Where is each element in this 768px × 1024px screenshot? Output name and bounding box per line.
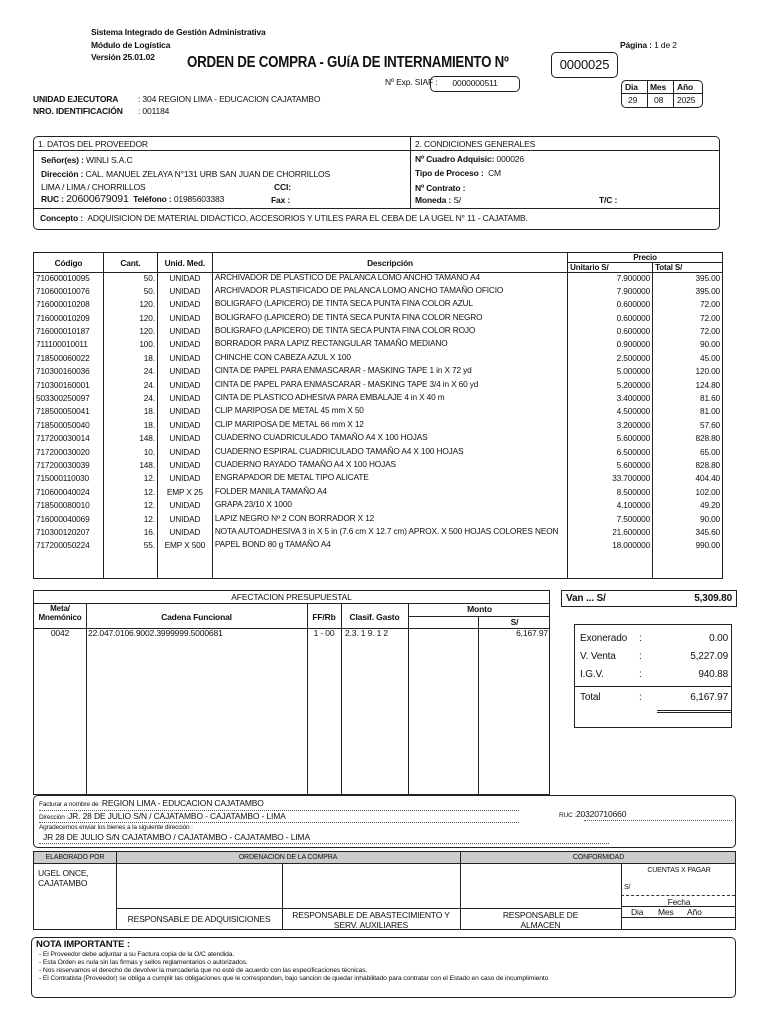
table-row	[34, 487, 723, 500]
supplier-phone: 01985603383	[173, 194, 225, 204]
col-soles: S/	[510, 617, 519, 627]
nota-line: - Nos reservamos el derecho de devolver la mercadería que no esté de acuerdo con las especificaciones técnicas.	[39, 967, 368, 974]
col-meta: Meta/ Mnemónico	[38, 604, 82, 622]
cell-desc: BOLIGRAFO (LAPICERO) DE TINTA SECA PUNTA FINA COLOR NEGRO	[212, 313, 567, 326]
items-table	[33, 252, 723, 579]
cell-unid: UNIDAD	[157, 380, 212, 393]
cell-codigo: 717200050224	[34, 540, 104, 553]
ruc-row: RUC : 20600679091 Teléfono : 01985603383	[41, 193, 225, 205]
table-row	[34, 473, 723, 486]
table-row	[34, 406, 723, 419]
cell-cant: 55.	[103, 540, 157, 553]
moneda-row: Moneda : S/	[415, 195, 462, 205]
cell-total: 81.60	[653, 393, 723, 406]
cell-unitario: 33.700000	[568, 473, 653, 486]
cell-desc: CINTA DE PAPEL PARA ENMASCARAR - MASKING TAPE 1 in X 72 yd	[212, 366, 567, 379]
col-monto: Monto	[467, 604, 492, 614]
module-name: Módulo de Logística	[91, 40, 171, 50]
cuadro-value: 000026	[496, 154, 524, 164]
facturar-ruc-row: RUC :20320710660	[559, 809, 627, 819]
cuadro-row: Nº Cuadro Adquisic: 000026	[415, 154, 524, 164]
cell-unid: EMP X 500	[157, 540, 212, 553]
table-row	[34, 460, 723, 473]
date-month: 08	[654, 95, 664, 105]
fecha-anio: Año	[687, 907, 702, 917]
supplier-location: LIMA / LIMA / CHORRILLOS	[41, 182, 146, 192]
tipo-row: Tipo de Proceso : CM	[415, 168, 501, 178]
cell-unid: UNIDAD	[157, 339, 212, 352]
cell-cant: 16.	[103, 527, 157, 540]
cell-total: 120.00	[653, 366, 723, 379]
cell-cant: 50.	[103, 286, 157, 299]
row-monto: 6,167.97	[516, 628, 548, 638]
unidad-label: UNIDAD EJECUTORA	[33, 94, 119, 104]
vventa-label: V. Venta	[580, 651, 616, 662]
cell-desc: BOLIGRAFO (LAPICERO) DE TINTA SECA PUNTA FINA COLOR ROJO	[212, 326, 567, 339]
cell-unid: UNIDAD	[157, 406, 212, 419]
cell-total: 124.80	[653, 380, 723, 393]
table-row	[34, 353, 723, 366]
row-cadena: 22.047.0106.9002.3999999.5000681	[88, 628, 223, 638]
supplier-name: WINLI S.A.C	[85, 155, 133, 165]
cell-unitario: 21.600000	[568, 527, 653, 540]
cell-unitario: 7.900000	[568, 286, 653, 299]
cell-cant: 120.	[103, 313, 157, 326]
cell-unitario: 0.600000	[568, 299, 653, 312]
senor-row: Señor(es) : WINLI S.A.C	[41, 155, 133, 165]
cell-codigo: 717200030039	[34, 460, 104, 473]
col-precio: Precio	[568, 253, 723, 263]
conformidad-header: CONFORMIDAD	[572, 854, 625, 861]
cell-codigo: 718500050041	[34, 406, 104, 419]
row-ffrb: 1 - 00	[313, 628, 335, 638]
envio-value: JR 28 DE JULIO S/N CAJATAMBO / CAJATAMBO - CAJATAMBO - LIMA	[43, 832, 310, 842]
supplier-address: CAL. MANUEL ZELAYA N°131 URB SAN JUAN DE CHORRILLOS	[85, 169, 331, 179]
nota-title: NOTA IMPORTANTE :	[36, 939, 130, 950]
cell-desc: CINTA DE PAPEL PARA ENMASCARAR - MASKING TAPE 3/4 in X 60 yd	[212, 380, 567, 393]
table-row	[34, 326, 723, 339]
table-row	[34, 273, 723, 286]
col-cadena: Cadena Funcional	[161, 612, 232, 622]
table-row	[34, 286, 723, 299]
cell-codigo: 710300120207	[34, 527, 104, 540]
fax-label: Fax :	[271, 195, 291, 205]
cell-total: 90.00	[653, 339, 723, 352]
cell-codigo: 716000010209	[34, 313, 104, 326]
row-clasif: 2.3. 1 9. 1 2	[345, 628, 388, 638]
col-cant: Cant.	[103, 253, 157, 273]
cell-total: 395.00	[653, 273, 723, 286]
cell-unid: UNIDAD	[157, 447, 212, 460]
nota-section	[31, 937, 736, 998]
cell-unid: UNIDAD	[157, 286, 212, 299]
total-label: Total	[580, 692, 601, 703]
cell-codigo: 717200030014	[34, 433, 104, 446]
van-value: 5,309.80	[694, 593, 732, 604]
fecha-label: Fecha	[667, 897, 691, 907]
cell-codigo: 718500080010	[34, 500, 104, 513]
tc-label: T/C :	[599, 195, 618, 205]
cell-total: 72.00	[653, 313, 723, 326]
cell-unitario: 3.400000	[568, 393, 653, 406]
cell-cant: 18.	[103, 406, 157, 419]
facturar-section	[33, 795, 736, 848]
cell-cant: 18.	[103, 353, 157, 366]
cell-total: 45.00	[653, 353, 723, 366]
cell-unid: UNIDAD	[157, 500, 212, 513]
ordenacion-header: ORDENACION DE LA COMPRA	[238, 854, 338, 861]
fecha-mes: Mes	[658, 907, 674, 917]
date-year: 2025	[677, 95, 696, 105]
cell-cant: 12.	[103, 487, 157, 500]
firmas-section	[33, 851, 736, 930]
cell-unid: UNIDAD	[157, 514, 212, 527]
cell-cant: 148.	[103, 460, 157, 473]
afectacion-section	[33, 590, 550, 795]
cell-codigo: 711100010011	[34, 339, 104, 352]
page-title: ORDEN DE COMPRA - GUíA DE INTERNAMIENTO Nº	[187, 54, 509, 71]
total-value: 6,167.97	[690, 692, 728, 703]
cell-unid: UNIDAD	[157, 527, 212, 540]
unidad-value: : 304 REGION LIMA - EDUCACION CAJATAMBO	[138, 94, 321, 104]
date-header-day: Dia	[625, 82, 638, 92]
table-row	[34, 299, 723, 312]
col-desc: Descripción	[212, 253, 567, 273]
cell-unitario: 0.900000	[568, 339, 653, 352]
cell-unitario: 4.500000	[568, 406, 653, 419]
cell-codigo: 718500060022	[34, 353, 104, 366]
abastecimiento-label: RESPONSABLE DE ABASTECIMIENTO Y SERV. AUXILIARES	[292, 910, 450, 930]
section-condiciones-title: 2. CONDICIONES GENERALES	[415, 139, 536, 149]
cell-total: 65.00	[653, 447, 723, 460]
cell-codigo: 710300160001	[34, 380, 104, 393]
cell-unid: UNIDAD	[157, 273, 212, 286]
cell-total: 990.00	[653, 540, 723, 553]
table-row	[34, 447, 723, 460]
cell-codigo: 716000010187	[34, 326, 104, 339]
nro-value: : 001184	[138, 106, 170, 116]
cell-desc: ARCHIVADOR PLASTIFICADO DE PALANCA LOMO ANCHO TAMAÑO OFICIO	[212, 286, 567, 299]
cell-unitario: 5.600000	[568, 460, 653, 473]
afectacion-title: AFECTACION PRESUPUESTAL	[231, 592, 352, 602]
facturar-direccion: JR. 28 DE JULIO S/N / CAJATAMBO - CAJATAMBO - LIMA	[68, 811, 286, 821]
cell-unitario: 18.000000	[568, 540, 653, 553]
cell-cant: 120.	[103, 299, 157, 312]
order-number: 0000025	[551, 52, 618, 78]
adquisiciones-label: RESPONSABLE DE ADQUISICIONES	[127, 914, 271, 924]
siaf-value: 0000000511	[430, 76, 520, 92]
cell-unitario: 6.500000	[568, 447, 653, 460]
elaborado-value: UGEL ONCE, CAJATAMBO	[38, 868, 89, 888]
cell-codigo: 717200030020	[34, 447, 104, 460]
totals-box	[574, 624, 732, 728]
cell-total: 72.00	[653, 299, 723, 312]
cell-desc: CUADERNO CUADRICULADO TAMAÑO A4 X 100 HOJAS	[212, 433, 567, 446]
facturar-value: REGION LIMA - EDUCACION CAJATAMBO	[101, 798, 264, 808]
cell-total: 102.00	[653, 487, 723, 500]
table-row	[34, 393, 723, 406]
cell-total: 72.00	[653, 326, 723, 339]
contrato-label: Nº Contrato :	[415, 183, 466, 193]
cell-unid: UNIDAD	[157, 433, 212, 446]
cell-codigo: 716000040069	[34, 514, 104, 527]
date-header-month: Mes	[650, 82, 667, 92]
van-box	[561, 590, 737, 607]
cell-total: 57.60	[653, 420, 723, 433]
cell-unitario: 8.500000	[568, 487, 653, 500]
van-label: Van ... S/	[566, 593, 606, 604]
cell-desc: CHINCHE CON CABEZA AZUL X 100	[212, 353, 567, 366]
exonerado-value: 0.00	[709, 633, 728, 644]
cell-cant: 120.	[103, 326, 157, 339]
elaborado-header: ELABORADO POR	[45, 854, 105, 861]
colon: :	[639, 651, 642, 662]
table-row	[34, 527, 723, 540]
cell-unitario: 5.600000	[568, 433, 653, 446]
almacen-label: RESPONSABLE DE ALMACEN	[502, 910, 579, 930]
cell-unitario: 5.000000	[568, 366, 653, 379]
cell-unid: UNIDAD	[157, 353, 212, 366]
igv-label: I.G.V.	[580, 669, 604, 680]
cell-unitario: 0.600000	[568, 326, 653, 339]
cell-unid: UNIDAD	[157, 313, 212, 326]
colon: :	[639, 692, 642, 703]
cell-codigo: 718500050040	[34, 420, 104, 433]
col-codigo: Código	[34, 253, 104, 273]
cell-cant: 148.	[103, 433, 157, 446]
facturar-dir-row: Dirección :JR. 28 DE JULIO S/N / CAJATAMBO - CAJATAMBO - LIMA	[39, 811, 286, 821]
cell-desc: CINTA DE PLASTICO ADHESIVA PARA EMBALAJE 4 in X 40 m	[212, 393, 567, 406]
row-meta: 0042	[50, 628, 70, 638]
cell-desc: BOLIGRAFO (LAPICERO) DE TINTA SECA PUNTA FINA COLOR AZUL	[212, 299, 567, 312]
cell-total: 81.00	[653, 406, 723, 419]
system-name: Sistema Integrado de Gestión Administrativa	[91, 27, 266, 37]
cell-desc: NOTA AUTOADHESIVA 3 in X 5 in (7.6 cm X 12.7 cm) APROX. X 500 HOJAS COLORES NEON	[212, 527, 567, 540]
cell-codigo: 710600010076	[34, 286, 104, 299]
table-row	[34, 500, 723, 513]
cell-unid: EMP X 25	[157, 487, 212, 500]
cell-desc: CUADERNO RAYADO TAMAÑO A4 X 100 HOJAS	[212, 460, 567, 473]
cell-unitario: 3.200000	[568, 420, 653, 433]
cell-desc: BORRADOR PARA LAPIZ RECTANGULAR TAMAÑO MEDIANO	[212, 339, 567, 352]
cell-total: 49.20	[653, 500, 723, 513]
cell-unitario: 4.100000	[568, 500, 653, 513]
igv-value: 940.88	[698, 669, 728, 680]
cell-unid: UNIDAD	[157, 299, 212, 312]
cell-unid: UNIDAD	[157, 460, 212, 473]
cell-total: 395.00	[653, 286, 723, 299]
moneda-value: S/	[453, 195, 462, 205]
direccion-row: Dirección : CAL. MANUEL ZELAYA N°131 URB SAN JUAN DE CHORRILLOS	[41, 169, 331, 179]
facturar-row: Facturar a nombre de :REGION LIMA - EDUCACION CAJATAMBO	[39, 798, 264, 808]
cell-total: 404.40	[653, 473, 723, 486]
section-proveedor-title: 1. DATOS DEL PROVEEDOR	[38, 139, 148, 149]
table-row	[34, 380, 723, 393]
cell-cant: 12.	[103, 473, 157, 486]
col-unid: Unid. Med.	[157, 253, 212, 273]
cell-unid: UNIDAD	[157, 326, 212, 339]
version: Versión 25.01.02	[91, 52, 155, 62]
cell-cant: 100.	[103, 339, 157, 352]
cell-cant: 12.	[103, 514, 157, 527]
cell-desc: ENGRAPADOR DE METAL TIPO ALICATE	[212, 473, 567, 486]
cuentas-label: CUENTAS X PAGAR	[647, 867, 711, 874]
cell-unid: UNIDAD	[157, 420, 212, 433]
cell-codigo: 716000010208	[34, 299, 104, 312]
cell-cant: 24.	[103, 380, 157, 393]
cell-cant: 24.	[103, 393, 157, 406]
cell-total: 90.00	[653, 514, 723, 527]
table-row	[34, 514, 723, 527]
col-clasif: Clasif. Gasto	[349, 612, 400, 622]
table-row	[34, 540, 723, 553]
cell-desc: LAPIZ NEGRO Nº 2 CON BORRADOR X 12	[212, 514, 567, 527]
table-row	[34, 339, 723, 352]
cuentas-soles: S/	[624, 884, 631, 891]
cell-desc: GRAPA 23/10 X 1000	[212, 500, 567, 513]
cell-unid: UNIDAD	[157, 366, 212, 379]
supplier-ruc: 20600679091	[66, 193, 129, 205]
envio-label: Agradecemos enviar los bienes a la siguiente dirección :	[39, 824, 193, 831]
cell-total: 828.80	[653, 433, 723, 446]
cell-desc: CUADERNO ESPIRAL CUADRICULADO TAMAÑO A4 X 100 HOJAS	[212, 447, 567, 460]
table-filler	[34, 554, 723, 579]
tipo-value: CM	[488, 168, 501, 178]
cell-codigo: 710600040024	[34, 487, 104, 500]
col-unitario: Unitario S/	[568, 263, 653, 273]
cell-unid: UNIDAD	[157, 393, 212, 406]
cell-cant: 12.	[103, 500, 157, 513]
cell-desc: FOLDER MANILA TAMAÑO A4	[212, 487, 567, 500]
cell-cant: 18.	[103, 420, 157, 433]
cell-codigo: 503300250097	[34, 393, 104, 406]
nota-line: - Esta Orden es nula sin las firmas y sellos reglamentarios o autorizados.	[39, 959, 248, 966]
cell-desc: PAPEL BOND 80 g TAMAÑO A4	[212, 540, 567, 553]
colon: :	[639, 669, 642, 680]
siaf-label: Nº Exp. SIAF :	[385, 77, 438, 87]
date-box	[621, 80, 703, 108]
cell-cant: 10.	[103, 447, 157, 460]
col-ffrb: FF/Rb	[312, 612, 336, 622]
table-row	[34, 366, 723, 379]
nro-label: NRO. IDENTIFICACIÓN	[33, 106, 123, 116]
cell-codigo: 710300160036	[34, 366, 104, 379]
double-underline	[657, 710, 731, 713]
cell-cant: 50.	[103, 273, 157, 286]
cell-unitario: 7.500000	[568, 514, 653, 527]
colon: :	[639, 633, 642, 644]
fecha-dia: Dia	[631, 907, 644, 917]
date-header-year: Año	[677, 82, 694, 92]
concepto-value: ADQUISICION DE MATERIAL DIDACTICO, ACCESORIOS Y UTILES PARA EL CEBA DE LA UGEL N° 11 - CAJATAMB.	[87, 213, 528, 223]
cell-unitario: 7.900000	[568, 273, 653, 286]
cell-total: 828.80	[653, 460, 723, 473]
cell-unid: UNIDAD	[157, 473, 212, 486]
cell-desc: ARCHIVADOR DE PLASTICO DE PALANCA LOMO ANCHO TAMANO A4	[212, 273, 567, 286]
cci-label: CCI:	[274, 182, 291, 192]
nota-line: - El Proveedor debe adjuntar a su Factura copia de la O/C atendida.	[39, 951, 235, 958]
table-row	[34, 433, 723, 446]
concepto-row: Concepto : ADQUISICION DE MATERIAL DIDACTICO, ACCESORIOS Y UTILES PARA EL CEBA DE LA UGEL N° 11 - CAJATAMB.	[40, 213, 528, 223]
cell-unitario: 0.600000	[568, 313, 653, 326]
page-indicator: Página : 1 de 2	[620, 40, 677, 50]
cell-codigo: 715000110030	[34, 473, 104, 486]
date-day: 29	[628, 95, 638, 105]
cell-unitario: 2.500000	[568, 353, 653, 366]
vventa-value: 5,227.09	[690, 651, 728, 662]
exonerado-label: Exonerado	[580, 633, 628, 644]
cell-cant: 24.	[103, 366, 157, 379]
cell-unitario: 5.200000	[568, 380, 653, 393]
cell-total: 345.60	[653, 527, 723, 540]
facturar-ruc: 20320710660	[575, 809, 627, 819]
cell-codigo: 710600010095	[34, 273, 104, 286]
nota-line: - El Contratista (Proveedor) se obliga a cumplir las obligaciones que le corresponden, bajo sancion de quedar inhabilitado para contratar con el Estado en caso de incumplimiento	[39, 975, 549, 982]
cell-desc: CLIP MARIPOSA DE METAL 45 mm X 50	[212, 406, 567, 419]
table-row	[34, 313, 723, 326]
table-row	[34, 420, 723, 433]
col-total: Total S/	[653, 263, 723, 273]
proveedor-section	[33, 136, 720, 230]
cell-desc: CLIP MARIPOSA DE METAL 66 mm X 12	[212, 420, 567, 433]
